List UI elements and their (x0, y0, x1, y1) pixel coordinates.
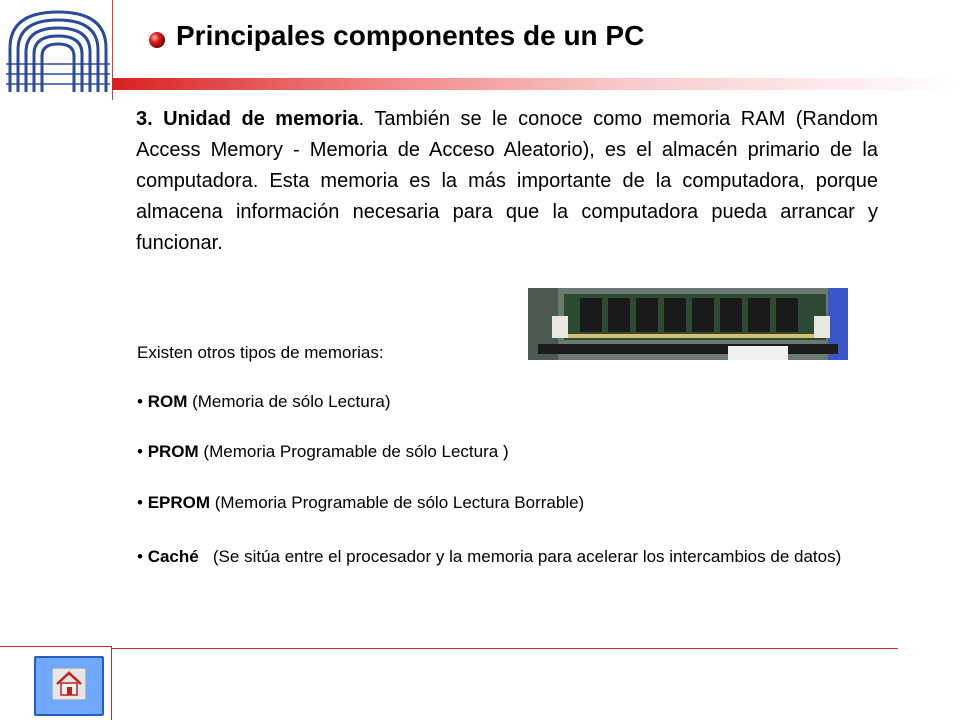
main-paragraph (136, 104, 878, 259)
memory-type-description: (Se sitúa entre el procesador y la memoria para acelerar los intercambios de datos) (212, 547, 842, 566)
list-item: • ROM (Memoria de sólo Lectura) (137, 392, 391, 411)
main-text: . También se le conoce como memoria RAM (Random Access Memory - Memoria de Acceso Aleatorio), es el almacén primario de la computadora. Esta memoria es la más importante de la computadora, porque almacena información necesaria para que la computadora pueda arrancar y funcionar. (136, 108, 878, 254)
home-button[interactable] (34, 656, 104, 716)
list-item: • Caché (Se sitúa entre el procesador y la memoria para acelerar los intercambios de datos) (137, 547, 842, 566)
memory-type-name: Caché (147, 547, 199, 566)
memory-types-intro: Existen otros tipos de memorias: (137, 343, 384, 362)
red-sphere-bullet-icon (148, 31, 166, 49)
university-logo-icon (2, 4, 114, 100)
home-icon (52, 668, 86, 700)
list-item: • EPROM (Memoria Programable de sólo Lectura Borrable) (137, 493, 585, 512)
memory-type-name: EPROM (147, 493, 211, 512)
title-underline (112, 78, 960, 90)
memory-type-description: (Memoria de sólo Lectura) (192, 392, 391, 411)
memory-type-description: (Memoria Programable de sólo Lectura ) (203, 442, 509, 461)
memory-type-description: (Memoria Programable de sólo Lectura Borrable) (214, 493, 585, 512)
ram-module-image (528, 288, 848, 360)
footer-divider (112, 648, 898, 649)
slide-title: Principales componentes de un PC (176, 20, 645, 51)
memory-type-name: PROM (147, 442, 199, 461)
list-item: • PROM (Memoria Programable de sólo Lectura ) (137, 442, 509, 461)
memory-type-name: ROM (147, 392, 188, 411)
main-heading: 3. Unidad de memoria (136, 108, 359, 130)
